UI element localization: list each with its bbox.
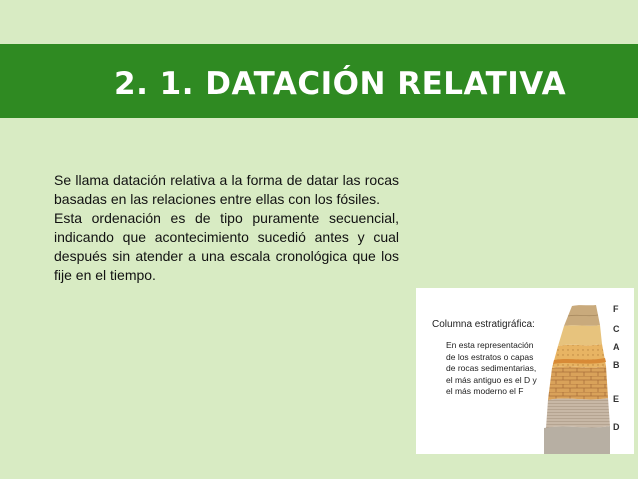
- layer-b: [548, 366, 608, 400]
- layer-label-a: A: [613, 342, 620, 352]
- layer-label-f: F: [613, 304, 619, 314]
- layer-e: [546, 398, 610, 428]
- layer-d: [544, 426, 610, 454]
- description-line: de rocas sedimentarias,: [446, 363, 537, 373]
- layer-label-c: C: [613, 324, 620, 334]
- figure-title: Columna estratigráfica:: [432, 319, 535, 330]
- layer-label-d: D: [613, 422, 620, 432]
- layer-label-e: E: [613, 394, 620, 404]
- description-line: el más antiguo es el D y: [446, 374, 537, 385]
- paragraph-explanation: Esta ordenación es de tipo puramente secuencial, indicando que acontecimiento sucedió antes y cual después sin atender a una escala cronológica que los fije en el tiempo.: [54, 210, 399, 283]
- description-line: En esta representación: [446, 340, 534, 350]
- description-line: de los estratos o capas: [446, 351, 534, 362]
- stratigraphic-column-figure: [416, 288, 634, 454]
- body-text: [54, 171, 399, 285]
- paragraph-definition: Se llama datación relativa a la forma de datar las rocas basadas en las relaciones entre ellas con los fósiles.: [54, 172, 399, 207]
- layer-f-texture: [568, 315, 598, 316]
- slide-title: 2. 1. DATACIÓN RELATIVA: [114, 66, 567, 102]
- layer-a: [552, 344, 606, 368]
- strata-column-illustration: [416, 288, 634, 454]
- description-line: el más moderno el F: [446, 386, 524, 396]
- layer-c: [558, 325, 602, 346]
- layer-label-b: B: [613, 360, 620, 370]
